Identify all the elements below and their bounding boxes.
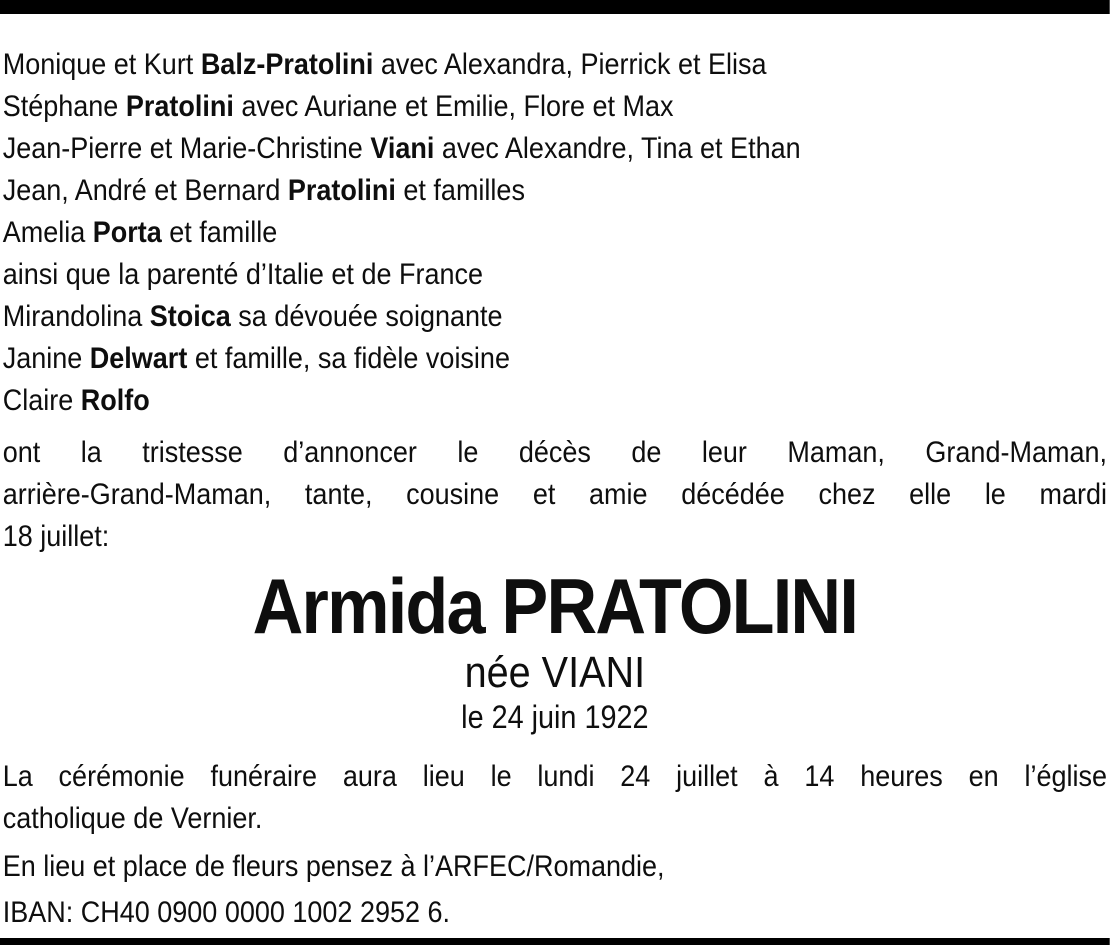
family-line-text: Janine xyxy=(2,342,90,375)
ceremony-line: La cérémonie funéraire aura lieu le lundi 24 juillet à 14 heures en l’église xyxy=(2,760,1108,793)
family-name-bold: Stoica xyxy=(149,300,231,333)
family-line-text: Claire xyxy=(2,384,81,417)
announcement-line: arrière-Grand-Maman, tante, cousine et amie décédée chez elle le mardi xyxy=(2,478,1108,511)
maiden-name: née VIANI xyxy=(464,648,646,697)
top-rule xyxy=(0,0,1110,14)
family-line-text: et famille xyxy=(161,216,278,249)
family-line-text: sa dévouée soignante xyxy=(230,300,503,333)
family-line xyxy=(3,44,1107,86)
family-line xyxy=(3,212,1107,254)
donation-line: IBAN: CH40 0900 0000 1002 2952 6. xyxy=(2,896,451,929)
family-line-text: Stéphane xyxy=(2,90,126,123)
bottom-rule xyxy=(0,938,1110,945)
family-line-text: Jean, André et Bernard xyxy=(2,174,288,207)
family-name-bold: Pratolini xyxy=(287,174,396,207)
announcement-line: 18 juillet: xyxy=(2,520,110,553)
family-name-bold: Porta xyxy=(92,216,162,249)
family-line-text: avec Auriane et Emilie, Flore et Max xyxy=(233,90,674,123)
ceremony-paragraph xyxy=(0,756,1110,840)
family-line xyxy=(3,380,1107,422)
family-line xyxy=(3,254,1107,296)
deceased-name: Armida PRATOLINI xyxy=(252,562,858,650)
family-name-bold: Delwart xyxy=(89,342,188,375)
family-line-text: avec Alexandre, Tina et Ethan xyxy=(434,132,801,165)
family-line xyxy=(3,170,1107,212)
family-line-text: ainsi que la parenté d’Italie et de France xyxy=(2,258,484,291)
title-block xyxy=(0,562,1110,736)
birth-date: le 24 juin 1922 xyxy=(461,699,649,735)
family-name-bold: Pratolini xyxy=(125,90,234,123)
family-line xyxy=(3,296,1107,338)
family-line xyxy=(3,338,1107,380)
announcement-line: ont la tristesse d’annoncer le décès de leur Maman, Grand-Maman, xyxy=(2,436,1108,469)
family-name-bold: Viani xyxy=(370,132,435,165)
family-line-text: et familles xyxy=(395,174,525,207)
family-line xyxy=(3,86,1107,128)
family-name-bold: Balz-Pratolini xyxy=(200,48,374,81)
family-line-text: Amelia xyxy=(2,216,93,249)
family-list xyxy=(0,44,1110,422)
family-line-text: Monique et Kurt xyxy=(2,48,201,81)
family-line-text: avec Alexandra, Pierrick et Elisa xyxy=(373,48,767,81)
donation-line: En lieu et place de fleurs pensez à l’ARFEC/Romandie, xyxy=(2,850,665,883)
announcement-paragraph xyxy=(0,432,1110,558)
family-line-text: Jean-Pierre et Marie-Christine xyxy=(2,132,371,165)
ceremony-line: catholique de Vernier. xyxy=(2,802,263,835)
family-line xyxy=(3,128,1107,170)
donation-note xyxy=(0,844,1110,936)
family-line-text: Mirandolina xyxy=(2,300,150,333)
family-line-text: et famille, sa fidèle voisine xyxy=(187,342,510,375)
family-name-bold: Rolfo xyxy=(80,384,150,417)
